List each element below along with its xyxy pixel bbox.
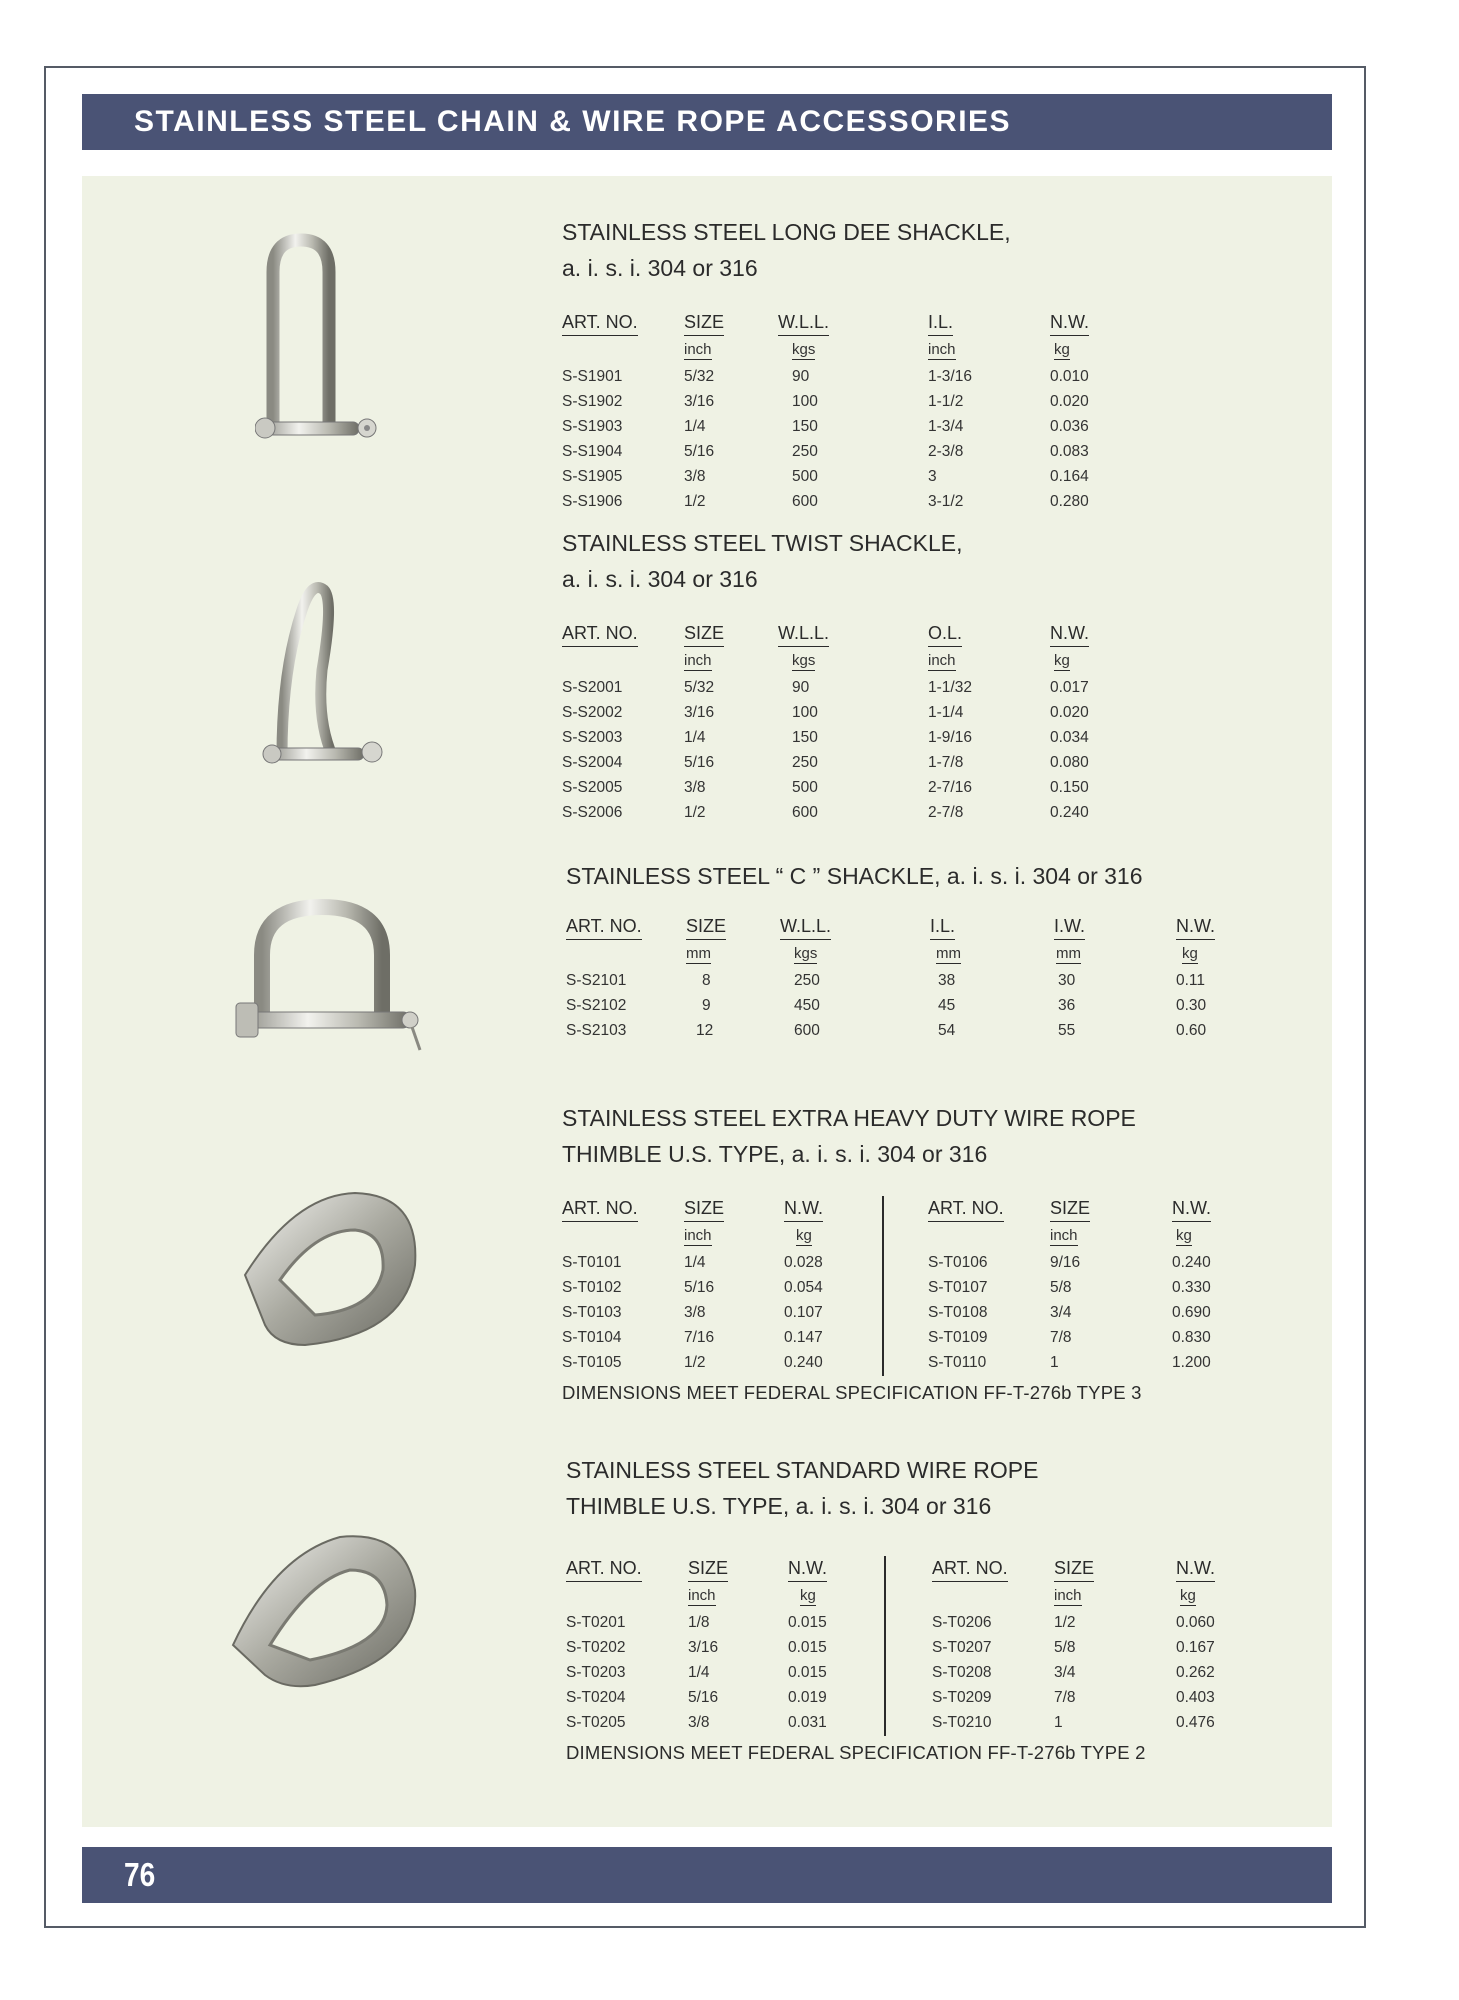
column-header: I.L. — [930, 916, 955, 940]
twist-shackle-image — [262, 570, 392, 780]
table-row — [562, 800, 1130, 825]
table-row — [562, 364, 1130, 389]
unit-label: kg — [1180, 1586, 1196, 1604]
long-dee-shackle-image — [255, 232, 385, 462]
column-header: SIZE — [688, 1558, 728, 1582]
table-cell: S-T0206 — [932, 1613, 992, 1631]
table-row — [566, 968, 1246, 993]
table-cell: 0.830 — [1172, 1328, 1211, 1346]
table-cell: 1/4 — [684, 728, 706, 746]
table-cell: 9/16 — [1050, 1253, 1081, 1271]
table-cell: 500 — [792, 778, 818, 796]
table-cell: 1-1/4 — [928, 703, 964, 721]
table-cell: S-S1903 — [562, 417, 623, 435]
table-row — [932, 1610, 1236, 1635]
table-cell: 5/16 — [684, 753, 715, 771]
section-heavy-duty-thimble — [562, 1100, 1232, 1404]
table-cell: 1-7/8 — [928, 753, 964, 771]
spec-table — [562, 308, 1130, 514]
table-cell: 90 — [792, 367, 810, 385]
unit-label: kg — [796, 1226, 812, 1244]
unit-label: kg — [1176, 1226, 1192, 1244]
table-cell: 150 — [792, 728, 818, 746]
table-cell: 8 — [702, 971, 711, 989]
section-standard-thimble — [566, 1452, 1236, 1764]
column-header: N.W. — [788, 1558, 827, 1582]
table-cell: S-S1906 — [562, 492, 623, 510]
table-cell: 55 — [1058, 1021, 1076, 1039]
table-row — [562, 1350, 884, 1375]
table-row — [562, 1275, 884, 1300]
column-header: ART. NO. — [562, 1198, 638, 1222]
table-cell: S-T0102 — [562, 1278, 622, 1296]
column-header: ART. NO. — [562, 623, 638, 647]
table-cell: 7/16 — [684, 1328, 715, 1346]
table-cell: 450 — [794, 996, 820, 1014]
unit-label: kg — [800, 1586, 816, 1604]
table-cell: 150 — [792, 417, 818, 435]
table-unit-row — [562, 336, 1130, 364]
table-cell: 0.150 — [1050, 778, 1089, 796]
unit-label: inch — [684, 1226, 712, 1244]
table-cell: 250 — [792, 753, 818, 771]
column-header: N.W. — [1050, 312, 1089, 336]
table-row — [566, 1685, 888, 1710]
section-title: STAINLESS STEEL EXTRA HEAVY DUTY WIRE ROPE — [562, 1105, 1136, 1131]
table-cell: 0.020 — [1050, 703, 1089, 721]
table-cell: 1/4 — [684, 1253, 706, 1271]
column-header: SIZE — [1054, 1558, 1094, 1582]
table-row — [562, 1300, 884, 1325]
column-header: W.L.L. — [778, 312, 829, 336]
table-cell: 1/2 — [684, 492, 706, 510]
c-shackle-image — [232, 895, 432, 1065]
spec-table-right — [928, 1194, 1232, 1375]
column-header: I.L. — [928, 312, 953, 336]
table-row — [928, 1325, 1232, 1350]
table-cell: 0.330 — [1172, 1278, 1211, 1296]
table-cell: 0.240 — [784, 1353, 823, 1371]
table-unit-row — [928, 1222, 1232, 1250]
table-cell: 2-7/16 — [928, 778, 972, 796]
table-header-row — [932, 1554, 1236, 1582]
table-row — [562, 489, 1130, 514]
table-cell: S-T0208 — [932, 1663, 992, 1681]
table-cell: 0.015 — [788, 1613, 827, 1631]
table-cell: 1-3/16 — [928, 367, 972, 385]
table-row — [562, 775, 1130, 800]
section-title: STAINLESS STEEL STANDARD WIRE ROPE — [566, 1457, 1039, 1483]
table-row — [566, 1635, 888, 1660]
table-cell: 100 — [792, 703, 818, 721]
table-cell: 7/8 — [1050, 1328, 1072, 1346]
spec-table-left — [566, 1554, 888, 1735]
column-header: ART. NO. — [566, 1558, 642, 1582]
table-cell: 500 — [792, 467, 818, 485]
table-cell: S-T0106 — [928, 1253, 988, 1271]
table-cell: 30 — [1058, 971, 1076, 989]
table-cell: S-S2103 — [566, 1021, 627, 1039]
table-cell: 3/16 — [684, 703, 715, 721]
table-cell: S-T0207 — [932, 1638, 992, 1656]
spec-table-right — [932, 1554, 1236, 1735]
table-cell: S-T0110 — [928, 1353, 987, 1371]
table-row — [932, 1660, 1236, 1685]
table-cell: 3/4 — [1050, 1303, 1072, 1321]
table-cell: S-T0108 — [928, 1303, 988, 1321]
column-header: SIZE — [684, 623, 724, 647]
table-cell: 0.11 — [1176, 971, 1206, 989]
table-cell: S-S2005 — [562, 778, 623, 796]
column-header: W.L.L. — [778, 623, 829, 647]
table-cell: 3/8 — [688, 1713, 710, 1731]
table-cell: 100 — [792, 392, 818, 410]
table-row — [562, 464, 1130, 489]
section-title: STAINLESS STEEL LONG DEE SHACKLE, — [562, 219, 1011, 245]
table-cell: 3/8 — [684, 778, 706, 796]
table-cell: S-T0202 — [566, 1638, 626, 1656]
table-row — [928, 1350, 1232, 1375]
table-cell: 7/8 — [1054, 1688, 1076, 1706]
table-cell: 90 — [792, 678, 810, 696]
table-cell: 0.015 — [788, 1663, 827, 1681]
table-cell: 0.30 — [1176, 996, 1207, 1014]
table-unit-row — [566, 940, 1246, 968]
section-subtitle: THIMBLE U.S. TYPE, a. i. s. i. 304 or 316 — [566, 1493, 992, 1519]
column-header: N.W. — [1050, 623, 1089, 647]
table-cell: 0.054 — [784, 1278, 823, 1296]
table-cell: S-S2006 — [562, 803, 623, 821]
table-row — [562, 414, 1130, 439]
table-row — [928, 1300, 1232, 1325]
table-cell: 1-3/4 — [928, 417, 964, 435]
table-cell: 0.60 — [1176, 1021, 1207, 1039]
section-title: STAINLESS STEEL “ C ” SHACKLE, a. i. s. i. 304 or 316 — [566, 863, 1143, 889]
table-cell: 1/2 — [684, 803, 706, 821]
table-row — [566, 1710, 888, 1735]
section-subtitle: a. i. s. i. 304 or 316 — [562, 566, 758, 592]
table-unit-row — [562, 1222, 884, 1250]
table-cell: 0.017 — [1050, 678, 1089, 696]
table-cell: S-T0104 — [562, 1328, 622, 1346]
table-cell: 5/16 — [684, 1278, 715, 1296]
table-cell: S-T0204 — [566, 1688, 626, 1706]
table-cell: 0.147 — [784, 1328, 823, 1346]
column-header: ART. NO. — [566, 916, 642, 940]
table-header-row — [566, 1554, 888, 1582]
unit-label: inch — [928, 651, 956, 669]
unit-label: mm — [1056, 944, 1081, 962]
column-header: SIZE — [684, 312, 724, 336]
table-cell: 0.280 — [1050, 492, 1089, 510]
table-cell: 3/4 — [1054, 1663, 1076, 1681]
table-cell: 36 — [1058, 996, 1076, 1014]
table-cell: 0.031 — [788, 1713, 827, 1731]
column-header: N.W. — [1176, 916, 1215, 940]
table-cell: 5/8 — [1050, 1278, 1072, 1296]
table-row — [566, 993, 1246, 1018]
table-cell: S-T0210 — [932, 1713, 992, 1731]
table-cell: 0.083 — [1050, 442, 1089, 460]
column-header: N.W. — [1176, 1558, 1215, 1582]
table-cell: S-T0205 — [566, 1713, 626, 1731]
table-cell: 250 — [794, 971, 820, 989]
heavy-duty-thimble-image — [235, 1185, 435, 1355]
column-header: SIZE — [1050, 1198, 1090, 1222]
table-cell: 0.060 — [1176, 1613, 1215, 1631]
table-cell: 1/2 — [684, 1353, 706, 1371]
table-cell: 5/16 — [684, 442, 715, 460]
table-cell: 600 — [792, 492, 818, 510]
table-cell: 5/32 — [684, 367, 715, 385]
table-cell: 9 — [702, 996, 711, 1014]
table-cell: 0.080 — [1050, 753, 1089, 771]
table-cell: 0.019 — [788, 1688, 827, 1706]
section-title: STAINLESS STEEL TWIST SHACKLE, — [562, 530, 963, 556]
table-header-row — [562, 619, 1130, 647]
table-unit-row — [566, 1582, 888, 1610]
page-number: 76 — [124, 1856, 156, 1893]
table-cell: S-S1901 — [562, 367, 623, 385]
footer-banner — [82, 1847, 1332, 1903]
table-cell: S-T0203 — [566, 1663, 626, 1681]
table-cell: 1/8 — [688, 1613, 710, 1631]
header-banner — [82, 94, 1332, 150]
table-cell: 0.240 — [1050, 803, 1089, 821]
table-cell: 0.107 — [784, 1303, 823, 1321]
table-cell: S-T0107 — [928, 1278, 988, 1296]
column-header: SIZE — [686, 916, 726, 940]
table-row — [932, 1635, 1236, 1660]
table-cell: S-T0105 — [562, 1353, 622, 1371]
table-cell: 0.010 — [1050, 367, 1089, 385]
table-row — [562, 1325, 884, 1350]
table-cell: 0.020 — [1050, 392, 1089, 410]
table-cell: S-S2002 — [562, 703, 623, 721]
table-row — [928, 1250, 1232, 1275]
table-row — [562, 700, 1130, 725]
table-cell: 0.034 — [1050, 728, 1089, 746]
table-cell: 0.036 — [1050, 417, 1089, 435]
table-cell: 600 — [794, 1021, 820, 1039]
table-cell: 1-1/32 — [928, 678, 972, 696]
table-header-row — [566, 912, 1246, 940]
section-twist-shackle — [562, 525, 1130, 825]
table-cell: 0.164 — [1050, 467, 1089, 485]
column-header: ART. NO. — [562, 312, 638, 336]
table-cell: 1/2 — [1054, 1613, 1076, 1631]
table-cell: S-T0103 — [562, 1303, 622, 1321]
table-cell: S-S1904 — [562, 442, 623, 460]
unit-label: inch — [1050, 1226, 1078, 1244]
table-cell: S-S2001 — [562, 678, 623, 696]
table-cell: 2-3/8 — [928, 442, 964, 460]
table-cell: S-S1902 — [562, 392, 623, 410]
spec-table — [566, 912, 1246, 1043]
unit-label: mm — [686, 944, 711, 962]
table-row — [562, 675, 1130, 700]
section-c-shackle — [566, 858, 1246, 1043]
table-cell: S-S2003 — [562, 728, 623, 746]
table-row — [932, 1710, 1236, 1735]
unit-label: mm — [936, 944, 961, 962]
table-cell: 3/8 — [684, 1303, 706, 1321]
column-header: N.W. — [784, 1198, 823, 1222]
unit-label: kg — [1054, 340, 1070, 358]
table-row — [562, 750, 1130, 775]
section-subtitle: a. i. s. i. 304 or 316 — [562, 255, 758, 281]
column-header: N.W. — [1172, 1198, 1211, 1222]
table-cell: 1-9/16 — [928, 728, 972, 746]
table-cell: 3-1/2 — [928, 492, 964, 510]
table-cell: 45 — [938, 996, 956, 1014]
table-cell: 1/4 — [684, 417, 706, 435]
table-cell: 5/32 — [684, 678, 715, 696]
table-cell: S-T0101 — [562, 1253, 622, 1271]
table-cell: 5/16 — [688, 1688, 719, 1706]
column-header: SIZE — [684, 1198, 724, 1222]
table-cell: 1/4 — [688, 1663, 710, 1681]
table-cell: 0.476 — [1176, 1713, 1215, 1731]
table-cell: S-S2102 — [566, 996, 627, 1014]
table-row — [562, 439, 1130, 464]
table-header-row — [562, 308, 1130, 336]
table-cell: 250 — [792, 442, 818, 460]
spec-note: DIMENSIONS MEET FEDERAL SPECIFICATION FF-T-276b TYPE 3 — [562, 1382, 1142, 1403]
table-row — [562, 725, 1130, 750]
unit-label: kgs — [792, 340, 816, 358]
unit-label: inch — [688, 1586, 716, 1604]
table-cell: 0.028 — [784, 1253, 823, 1271]
table-cell: S-T0201 — [566, 1613, 626, 1631]
table-row — [932, 1685, 1236, 1710]
table-cell: 0.240 — [1172, 1253, 1211, 1271]
table-cell: 0.015 — [788, 1638, 827, 1656]
column-divider — [882, 1196, 884, 1376]
table-cell: 54 — [938, 1021, 956, 1039]
unit-label: inch — [1054, 1586, 1082, 1604]
unit-label: kg — [1054, 651, 1070, 669]
table-row — [566, 1660, 888, 1685]
table-cell: S-T0109 — [928, 1328, 988, 1346]
column-divider — [884, 1556, 886, 1736]
unit-label: kg — [1182, 944, 1198, 962]
table-cell: 1 — [1054, 1713, 1063, 1731]
table-header-row — [928, 1194, 1232, 1222]
table-row — [566, 1610, 888, 1635]
section-subtitle: THIMBLE U.S. TYPE, a. i. s. i. 304 or 316 — [562, 1141, 988, 1167]
table-cell: 3 — [928, 467, 937, 485]
table-cell: 5/8 — [1054, 1638, 1076, 1656]
table-cell: 0.690 — [1172, 1303, 1211, 1321]
column-header: I.W. — [1054, 916, 1085, 940]
spec-note: DIMENSIONS MEET FEDERAL SPECIFICATION FF-T-276b TYPE 2 — [566, 1742, 1146, 1763]
table-unit-row — [562, 647, 1130, 675]
column-header: ART. NO. — [928, 1198, 1004, 1222]
column-header: W.L.L. — [780, 916, 831, 940]
table-cell: 0.167 — [1176, 1638, 1215, 1656]
table-cell: 1.200 — [1172, 1353, 1211, 1371]
table-cell: S-S2101 — [566, 971, 627, 989]
table-cell: S-T0209 — [932, 1688, 992, 1706]
table-cell: S-S2004 — [562, 753, 623, 771]
table-cell: 0.403 — [1176, 1688, 1215, 1706]
unit-label: inch — [928, 340, 956, 358]
column-header: ART. NO. — [932, 1558, 1008, 1582]
column-header: O.L. — [928, 623, 962, 647]
unit-label: kgs — [794, 944, 818, 962]
spec-table-left — [562, 1194, 884, 1375]
table-cell: 1-1/2 — [928, 392, 964, 410]
page-title: STAINLESS STEEL CHAIN & WIRE ROPE ACCESSORIES — [134, 105, 1012, 138]
table-cell: 3/16 — [688, 1638, 719, 1656]
table-row — [566, 1018, 1246, 1043]
unit-label: inch — [684, 651, 712, 669]
table-cell: 3/8 — [684, 467, 706, 485]
table-header-row — [562, 1194, 884, 1222]
unit-label: kgs — [792, 651, 816, 669]
table-cell: 0.262 — [1176, 1663, 1215, 1681]
table-cell: 600 — [792, 803, 818, 821]
table-cell: 1 — [1050, 1353, 1059, 1371]
unit-label: inch — [684, 340, 712, 358]
table-cell: 3/16 — [684, 392, 715, 410]
table-cell: 12 — [696, 1021, 714, 1039]
spec-table — [562, 619, 1130, 825]
table-cell: S-S1905 — [562, 467, 623, 485]
standard-thimble-image — [225, 1525, 425, 1695]
table-row — [562, 389, 1130, 414]
table-cell: 38 — [938, 971, 956, 989]
table-row — [562, 1250, 884, 1275]
section-long-dee-shackle — [562, 214, 1130, 514]
table-unit-row — [932, 1582, 1236, 1610]
table-row — [928, 1275, 1232, 1300]
table-cell: 2-7/8 — [928, 803, 964, 821]
